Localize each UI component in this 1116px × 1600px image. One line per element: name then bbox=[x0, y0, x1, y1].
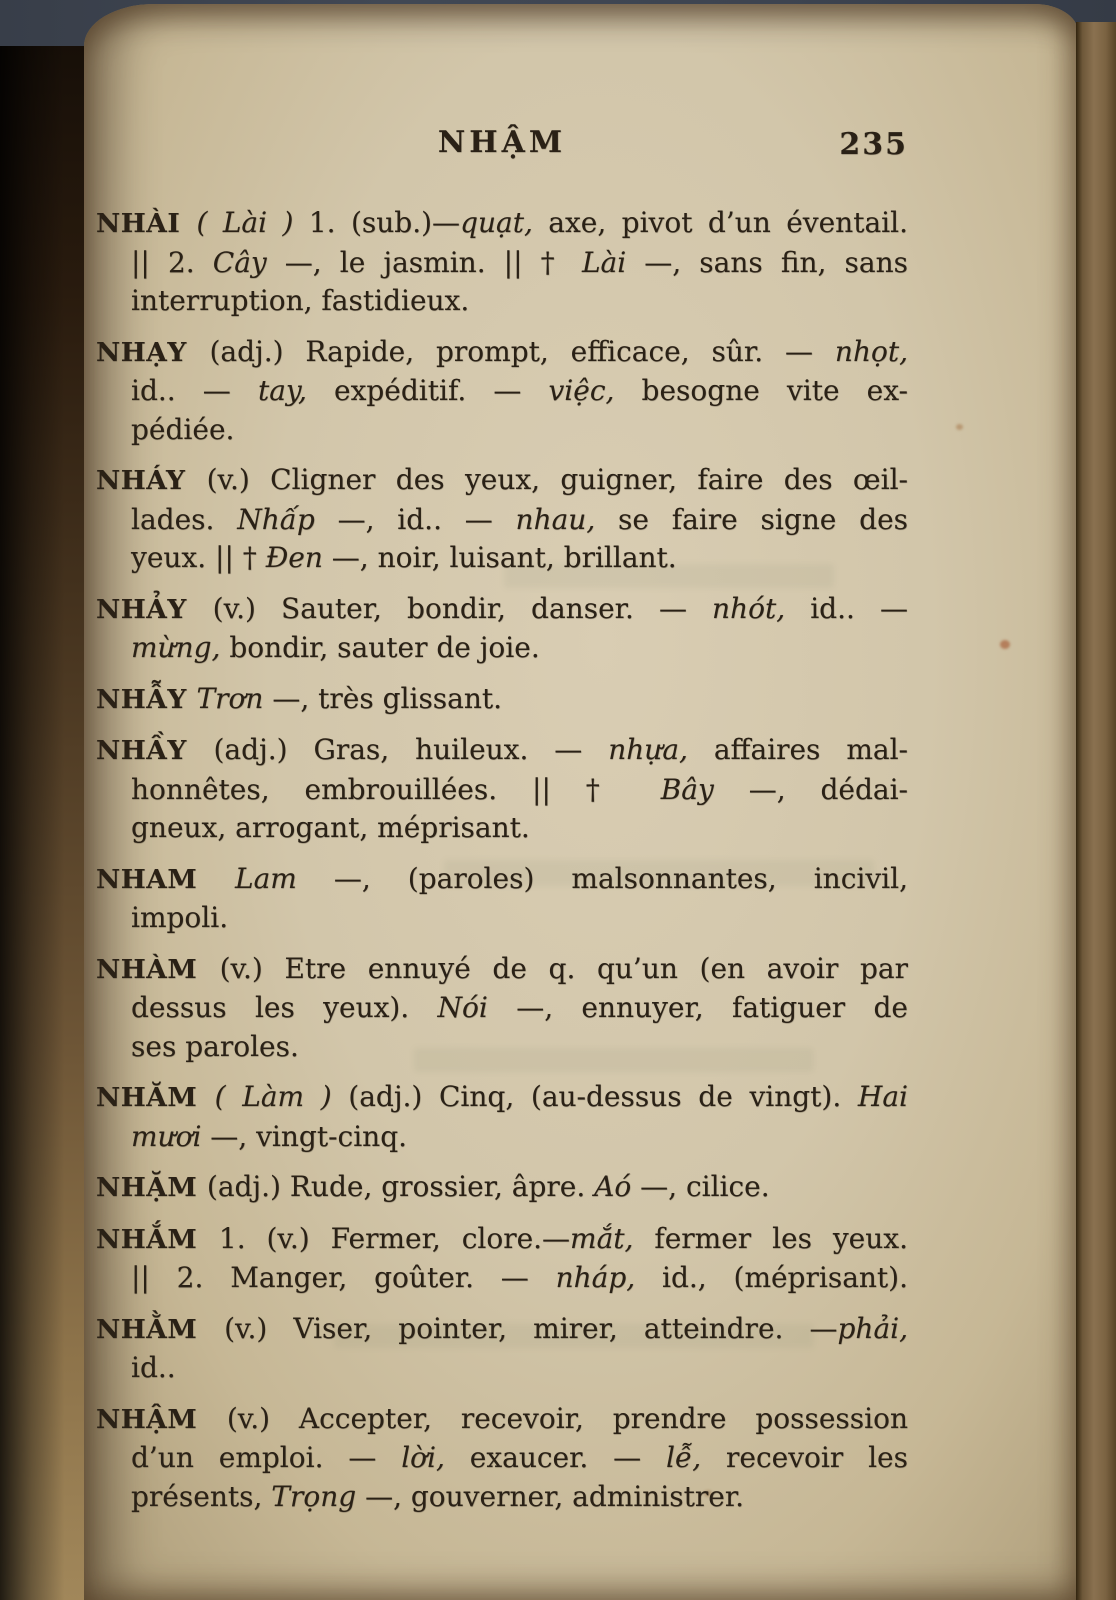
dictionary-entry bbox=[96, 590, 908, 668]
dictionary-entry bbox=[96, 1220, 908, 1298]
definition-text: (v.) Cligner des yeux, guigner, faire des œil- bbox=[206, 463, 908, 496]
headword: NHÀM bbox=[96, 953, 220, 985]
definition-text: (adj.) Gras, huileux. — bbox=[213, 733, 609, 766]
entry-line bbox=[96, 899, 908, 938]
vietnamese-term: mừng, bbox=[131, 631, 221, 664]
definition-text: id.. — bbox=[785, 591, 908, 625]
entry-line bbox=[96, 860, 908, 900]
entry-line bbox=[96, 204, 908, 244]
vietnamese-term: nhót, bbox=[712, 591, 786, 625]
page-block-edge-right bbox=[1076, 22, 1116, 1600]
vietnamese-term: lời, bbox=[401, 1441, 445, 1474]
dictionary-entry bbox=[96, 860, 908, 938]
headword: NHÁY bbox=[96, 465, 207, 496]
definition-text: (adj.) Cinq, (au-dessus de vingt). bbox=[348, 1080, 858, 1113]
foxing-stain bbox=[956, 424, 963, 430]
entry-line bbox=[96, 1439, 908, 1478]
definition-text: —, cilice. bbox=[640, 1170, 770, 1203]
definition-text: (v.) Viser, pointer, mirer, atteindre. — bbox=[224, 1311, 838, 1345]
definition-text: yeux. || † bbox=[131, 541, 266, 574]
definition-text: —, vingt-cinq. bbox=[210, 1119, 408, 1153]
vietnamese-term: nhựa, bbox=[608, 733, 688, 766]
entry-line bbox=[96, 411, 908, 450]
entry-line bbox=[96, 590, 908, 630]
dictionary-entry bbox=[96, 461, 908, 578]
dictionary-entry bbox=[96, 680, 908, 720]
headword: NHẪY bbox=[96, 683, 197, 715]
headword: NHẢY bbox=[96, 593, 213, 625]
vietnamese-term: Bây bbox=[660, 772, 749, 806]
vietnamese-term: việc, bbox=[548, 374, 615, 407]
definition-text: —, (paroles) malsonnantes, incivil, bbox=[333, 861, 908, 895]
definition-text: bondir, sauter de joie. bbox=[220, 631, 540, 664]
dictionary-entry bbox=[96, 1168, 908, 1208]
entry-line bbox=[96, 1400, 908, 1440]
running-head: NHẬM bbox=[437, 125, 567, 160]
entry-line bbox=[96, 1259, 908, 1298]
definition-text: 1. (v.) Fermer, clore.— bbox=[218, 1221, 571, 1255]
entry-line bbox=[96, 989, 908, 1028]
vietnamese-term: Đen bbox=[265, 541, 332, 574]
definition-text: id.. bbox=[131, 1351, 176, 1384]
dictionary-entry bbox=[96, 1310, 908, 1388]
definition-text: honnêtes, embrouillées. || † bbox=[131, 772, 661, 806]
definition-text: —, sans fin, sans bbox=[644, 245, 908, 279]
definition-text: || 2. bbox=[131, 245, 213, 279]
definition-text: ses paroles. bbox=[131, 1029, 299, 1063]
definition-text: —, dédai- bbox=[748, 772, 909, 806]
entry-line bbox=[96, 461, 908, 501]
vietnamese-term: phải, bbox=[837, 1311, 908, 1345]
entries bbox=[96, 204, 908, 1516]
entry-line bbox=[96, 1028, 908, 1067]
vietnamese-term: mắt, bbox=[570, 1221, 634, 1255]
definition-text: (adj.) Rude, grossier, âpre. bbox=[206, 1170, 595, 1203]
entry-line bbox=[96, 282, 908, 321]
page-header bbox=[96, 124, 908, 168]
headword: NHAM bbox=[96, 863, 235, 895]
vietnamese-term: Trọng bbox=[271, 1479, 366, 1513]
vietnamese-term: Cây bbox=[212, 245, 285, 279]
vietnamese-term: Nhấp bbox=[237, 502, 338, 536]
dictionary-entry bbox=[96, 1078, 908, 1156]
definition-text: —, ennuyer, fatiguer de bbox=[516, 991, 908, 1024]
definition-text: (v.) Etre ennuyé de q. qu’un (en avoir par bbox=[219, 951, 908, 985]
dictionary-entry bbox=[96, 333, 908, 450]
definition-text: recevoir les bbox=[701, 1441, 908, 1474]
page-block-edge-left bbox=[0, 46, 92, 1600]
headword: NHẦY bbox=[96, 735, 214, 766]
definition-text: —, très glissant. bbox=[272, 681, 503, 715]
entry-line bbox=[96, 1118, 908, 1157]
entry-line bbox=[96, 629, 908, 668]
foxing-stain bbox=[1000, 640, 1010, 649]
definition-text: d’un emploi. — bbox=[131, 1441, 402, 1474]
definition-text: besogne vite ex- bbox=[614, 374, 908, 407]
definition-text: expéditif. — bbox=[306, 374, 549, 407]
definition-text: se faire signe des bbox=[595, 502, 909, 536]
dictionary-entry bbox=[96, 204, 908, 321]
vietnamese-term: mươi bbox=[131, 1119, 211, 1153]
vietnamese-term: nhau, bbox=[515, 502, 596, 536]
definition-text: —, noir, luisant, brillant. bbox=[331, 541, 677, 574]
vietnamese-term: quạt, bbox=[460, 206, 533, 239]
entry-line bbox=[96, 1310, 908, 1350]
entry-line bbox=[96, 539, 908, 578]
headword: NHĂM bbox=[96, 1082, 215, 1113]
definition-text: 1. (sub.)— bbox=[308, 206, 461, 239]
entry-line bbox=[96, 1078, 908, 1118]
definition-text: (v.) Sauter, bondir, danser. — bbox=[212, 591, 713, 625]
definition-text: fermer les yeux. bbox=[633, 1221, 908, 1255]
entry-line bbox=[96, 950, 908, 990]
entry-line bbox=[96, 244, 908, 283]
definition-text: —, le jasmin. || † bbox=[284, 245, 582, 279]
definition-text: pédiée. bbox=[131, 412, 235, 446]
entry-line bbox=[96, 771, 908, 810]
headword: NHẰM bbox=[96, 1313, 225, 1345]
definition-text: (adj.) Rapide, prompt, efficace, sûr. — bbox=[209, 334, 835, 368]
definition-text: affaires mal- bbox=[687, 733, 909, 766]
definition-text: interruption, fastidieux. bbox=[131, 284, 470, 317]
headword: NHẬM bbox=[96, 1403, 227, 1435]
definition-text: (v.) Accepter, recevoir, prendre possession bbox=[226, 1401, 908, 1435]
definition-text: présents, bbox=[131, 1479, 272, 1513]
vietnamese-term: Trơn bbox=[196, 681, 273, 715]
entry-line bbox=[96, 372, 908, 411]
entry-line bbox=[96, 333, 908, 373]
definition-text: —, id.. — bbox=[337, 502, 516, 536]
vietnamese-term: ( Làm ) bbox=[214, 1080, 349, 1113]
vietnamese-term: lễ, bbox=[666, 1441, 702, 1474]
dictionary-entry bbox=[96, 950, 908, 1067]
dictionary-page bbox=[84, 4, 1078, 1600]
vietnamese-term: nhọt, bbox=[834, 334, 908, 368]
definition-text: axe, pivot d’un éventail. bbox=[532, 206, 908, 239]
definition-text: lades. bbox=[131, 502, 238, 536]
entry-line bbox=[96, 1220, 908, 1260]
entry-line bbox=[96, 731, 908, 771]
dictionary-entry bbox=[96, 731, 908, 848]
headword: NHẮM bbox=[96, 1223, 219, 1255]
headword: NHẠY bbox=[96, 336, 210, 368]
vietnamese-term: Hai bbox=[857, 1080, 908, 1113]
entry-line bbox=[96, 680, 908, 720]
definition-text: gneux, arrogant, méprisant. bbox=[131, 811, 530, 844]
entry-line bbox=[96, 1478, 908, 1517]
definition-text: impoli. bbox=[131, 901, 229, 934]
vietnamese-term: Lam bbox=[235, 861, 334, 895]
headword: NHÀI bbox=[96, 208, 197, 239]
vietnamese-term: Nói bbox=[437, 991, 517, 1024]
headword: NHẶM bbox=[96, 1172, 207, 1203]
dictionary-entry bbox=[96, 1400, 908, 1517]
vietnamese-term: ( Lài ) bbox=[196, 206, 309, 239]
definition-text: —, gouverner, administrer. bbox=[365, 1479, 745, 1513]
vietnamese-term: tay, bbox=[257, 374, 307, 407]
definition-text: dessus les yeux). bbox=[131, 991, 438, 1024]
text-column bbox=[96, 124, 908, 1528]
vietnamese-term: nháp, bbox=[555, 1261, 636, 1294]
definition-text: id., (méprisant). bbox=[635, 1261, 908, 1294]
entry-line bbox=[96, 809, 908, 848]
entry-line bbox=[96, 1349, 908, 1388]
entry-line bbox=[96, 501, 908, 540]
vietnamese-term: Lài bbox=[581, 245, 645, 279]
page-number: 235 bbox=[839, 127, 908, 162]
definition-text: exaucer. — bbox=[444, 1441, 667, 1474]
vietnamese-term: Aó bbox=[594, 1170, 641, 1203]
definition-text: || 2. Manger, goûter. — bbox=[131, 1261, 556, 1294]
entry-line bbox=[96, 1168, 908, 1208]
definition-text: id.. — bbox=[131, 374, 258, 407]
